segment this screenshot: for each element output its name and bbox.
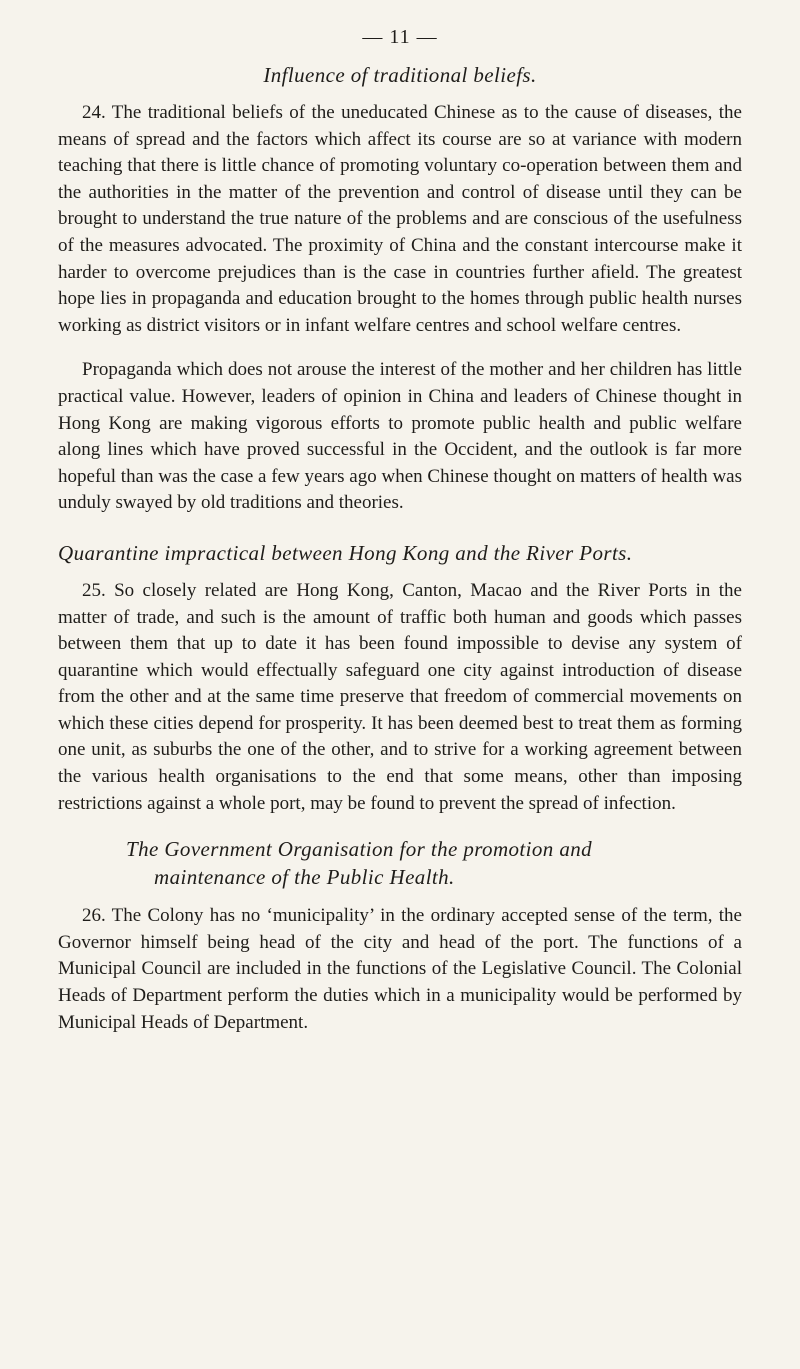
section-government-organisation [58,835,742,1036]
paragraph-26: 26. The Colony has no ‘municipality’ in the ordinary accepted sense of the term, the Governor himself being head of the city and head of the port. The functions of a Municipal Council are included in the functions of the Legislative Council. The Colonial Heads of Department perform the duties which in a municipality would be performed by Municipal Heads of Department. [58,905,742,1033]
paragraph-25: 25. So closely related are Hong Kong, Canton, Macao and the River Ports in the matter of trade, and such is the amount of traffic both human and goods which passes between them that up to date it has been found impossible to devise any system of quarantine which would effectually safeguard one city against introduction of disease from the other and at the same time preserve that freedom of commercial movements on which these cities depend for prosperity. It has been deemed best to treat them as forming one unit, as suburbs the one of the other, and to strive for a working agreement between the various health organisations to the end that some means, other than imposing restrictions against a whole port, may be found to prevent the spread of infection. [58,579,742,814]
section-quarantine [58,541,742,817]
section-heading: Quarantine impractical between Hong Kong and the River Ports. [58,540,633,565]
section-heading: Influence of traditional beliefs. [263,63,537,87]
section-traditional-beliefs [58,63,742,517]
section-heading [58,835,742,891]
paragraph-24: 24. The traditional beliefs of the uneducated Chinese as to the cause of diseases, the means of spread and the factors which affect its course are so at variance with modern teaching that there is little chance of promoting voluntary co-operation between them and the authorities in the matter of the prevention and control of disease until they can be brought to understand the true nature of the problems and are conscious of the usefulness of the measures advocated. The proximity of China and the constant intercourse make it harder to overcome prejudices than is the case in countries further afield. The greatest hope lies in propaganda and education brought to the homes through public health nurses working as district visitors or in infant welfare centres and school welfare centres. [58,102,742,336]
page-number: — 11 — [362,26,438,48]
section-heading-line-1: The Government Organisation for the promotion and [126,837,593,862]
paragraph-propaganda: Propaganda which does not arouse the interest of the mother and her children has little practical value. However, leaders of opinion in China and leaders of Chinese thought in Hong Kong are making vigorous efforts to promote public health and public welfare along lines which have proved successful in the Occident, and the outlook is far more hopeful than was the case a few years ago when Chinese thought on matters of health was unduly swayed by old traditions and theories. [58,359,742,514]
section-heading-line-2: maintenance of the Public Health. [154,865,455,890]
